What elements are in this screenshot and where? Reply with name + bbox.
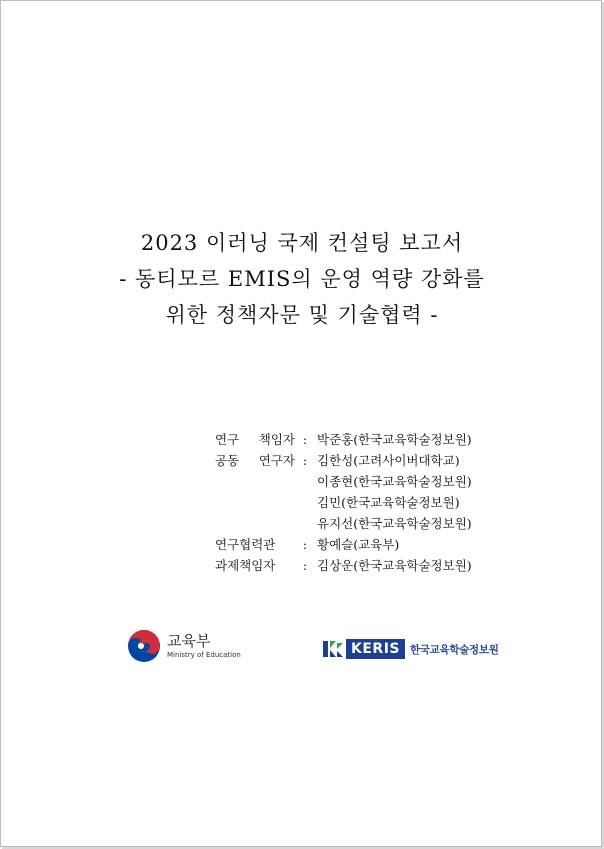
title-line-2: - 동티모르 EMIS의 운영 역량 강화를 <box>119 267 485 291</box>
author-colon: : <box>302 432 308 447</box>
keris-wordmark: KERIS <box>346 639 405 659</box>
author-row <box>215 471 472 492</box>
author-row <box>215 555 472 576</box>
author-role: 공동 연구자 <box>215 453 295 468</box>
author-name: 이종현(한국교육학술정보원) <box>317 474 472 489</box>
keris-korean-name: 한국교육학술정보원 <box>409 643 499 656</box>
author-name: 김민(한국교육학술정보원) <box>317 495 460 510</box>
author-role: 연구협력관 <box>215 537 276 552</box>
author-role <box>215 513 295 534</box>
author-colon: : <box>302 453 308 468</box>
author-row <box>215 492 472 513</box>
keris-mark-icon <box>321 639 345 659</box>
taegeuk-icon <box>127 629 161 663</box>
author-name: 박준홍(한국교육학술정보원) <box>317 432 472 447</box>
author-colon: : <box>302 558 308 573</box>
ministry-of-education-logo <box>127 629 241 663</box>
author-role <box>215 492 295 513</box>
author-role: 연구 책임자 <box>215 432 295 447</box>
author-colon: : <box>302 537 308 552</box>
title-line-1: 2023 이러닝 국제 컨설팅 보고서 <box>140 231 464 255</box>
author-row <box>215 450 472 471</box>
author-colon <box>295 471 315 492</box>
author-name: 김한성(고려사이버대학교) <box>317 453 460 468</box>
author-list <box>215 429 472 576</box>
moe-korean-name: 교육부 <box>167 631 211 650</box>
author-role: 과제책임자 <box>215 558 276 573</box>
author-name: 황예슬(교육부) <box>317 537 400 552</box>
author-name: 유지선(한국교육학술정보원) <box>317 516 472 531</box>
author-colon <box>295 513 315 534</box>
report-title <box>1 225 603 333</box>
author-row <box>215 513 472 534</box>
author-row <box>215 429 472 450</box>
author-role <box>215 471 295 492</box>
keris-logo <box>321 639 499 659</box>
author-row <box>215 534 472 555</box>
author-colon <box>295 492 315 513</box>
author-name: 김상운(한국교육학술정보원) <box>317 558 472 573</box>
title-line-3: 위한 정책자문 및 기술협력 - <box>165 303 439 327</box>
moe-english-name: Ministry of Education <box>167 650 241 659</box>
moe-wordmark <box>167 633 241 660</box>
